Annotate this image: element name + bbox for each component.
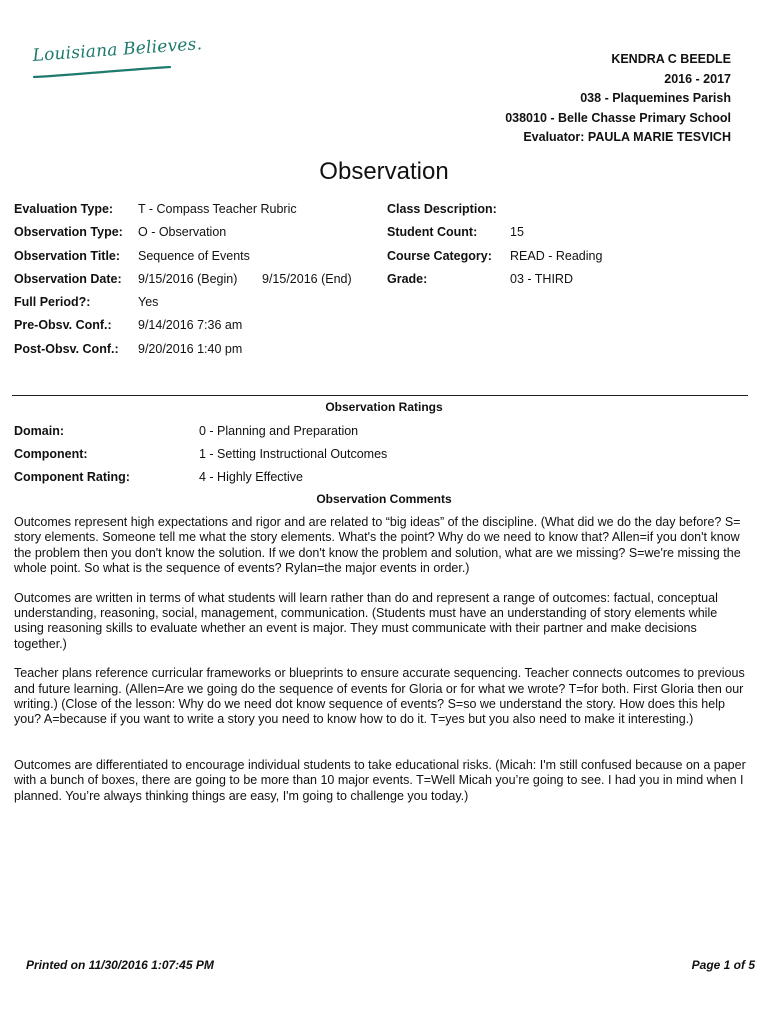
post-conf-value: 9/20/2016 1:40 pm [138,342,243,356]
school-name: 038010 - Belle Chasse Primary School [505,110,731,125]
domain-value: 0 - Planning and Preparation [199,424,359,438]
student-count-label: Student Count: [387,225,478,239]
observation-date-end: 9/15/2016 (End) [262,272,352,286]
page-title: Observation [319,158,449,185]
parish: 038 - Plaquemines Parish [580,91,731,105]
observation-title-value: Sequence of Events [138,249,250,263]
component-label: Component: [14,447,88,461]
observation-title-label: Observation Title: [14,249,121,263]
louisiana-believes-logo [32,34,203,86]
school-year: 2016 - 2017 [664,71,731,86]
observation-date-begin: 9/15/2016 (Begin) [138,272,238,286]
component-rating-label: Component Rating: [14,470,130,484]
section-divider [12,395,748,396]
comments-body [14,515,749,818]
ratings-heading: Observation Ratings [325,400,443,414]
printed-timestamp: Printed on 11/30/2016 1:07:45 PM [26,958,214,972]
component-rating-value: 4 - Highly Effective [199,470,303,484]
pre-conf-label: Pre-Obsv. Conf.: [14,318,112,332]
comment-paragraph: Outcomes are written in terms of what students will learn rather than do and represent a range of outcomes: factual, conceptual understanding, reasoning, social, management, communication. (Students must have an understanding of story elements while using reasoning skills to evaluate whether an event is major. They must communicate with their partner and make decisions together.) [14,590,718,651]
logo-text: Louisiana Believes. [32,34,203,66]
full-period-label: Full Period?: [14,295,91,309]
comment-paragraph: Outcomes represent high expectations and rigor and are related to “big ideas” of the discipline. (What did we do the day before? S= story elements. Someone tell me what the story elements. What's the point? Why do we need to know that? Allen=if you don't know the problem then you don't know the solution. If we don't know the problem and solution, what are we missing? S=we're missing the whole point. So what is the sequence of events? Rylan=the major events in order.) [14,515,741,576]
post-conf-label: Post-Obsv. Conf.: [14,342,119,356]
course-category-value: READ - Reading [510,249,603,263]
teacher-name: KENDRA C BEEDLE [611,52,731,66]
report-header [505,50,731,148]
evaluator: Evaluator: PAULA MARIE TESVICH [523,130,731,144]
grade-label: Grade: [387,272,428,286]
domain-label: Domain: [14,424,64,438]
evaluation-type-label: Evaluation Type: [14,202,114,216]
observation-type-label: Observation Type: [14,225,123,239]
logo-swoosh-icon [32,66,172,80]
comment-paragraph: Teacher plans reference curricular frameworks or blueprints to ensure accurate sequencing. Teacher connects outcomes to previous and future learning. (Allen=Are we going do the sequence of events for Gloria or for what we wrote? T=for both. First Gloria then our writing.) (Close of the lesson: Why do we need dot know sequence of events? S=so we understand the story. How does this help you? A=because if you want to write a story you need to know how to do it. T=yes but you also need to make it interesting.) [14,666,745,727]
component-value: 1 - Setting Instructional Outcomes [199,447,388,461]
course-category-label: Course Category: [387,249,492,263]
grade-value: 03 - THIRD [510,272,573,286]
full-period-value: Yes [138,295,159,309]
observation-type-value: O - Observation [138,225,227,239]
pre-conf-value: 9/14/2016 7:36 am [138,318,243,332]
student-count-value: 15 [510,225,524,239]
evaluation-type-value: T - Compass Teacher Rubric [138,202,297,216]
page-number: Page 1 of 5 [691,958,755,972]
observation-date-label: Observation Date: [14,272,122,286]
class-description-label: Class Description: [387,202,497,216]
comment-paragraph: Outcomes are differentiated to encourage individual students to take educational risks. (Micah: I'm still confused because on a paper with a bunch of boxes, there are going to be more than 10 major events. T=Well Micah you’re going to see. I had you in mind when I planned. You’re always thinking things are easy, I'm going to challenge you today.) [14,757,746,803]
comments-heading: Observation Comments [316,492,452,506]
